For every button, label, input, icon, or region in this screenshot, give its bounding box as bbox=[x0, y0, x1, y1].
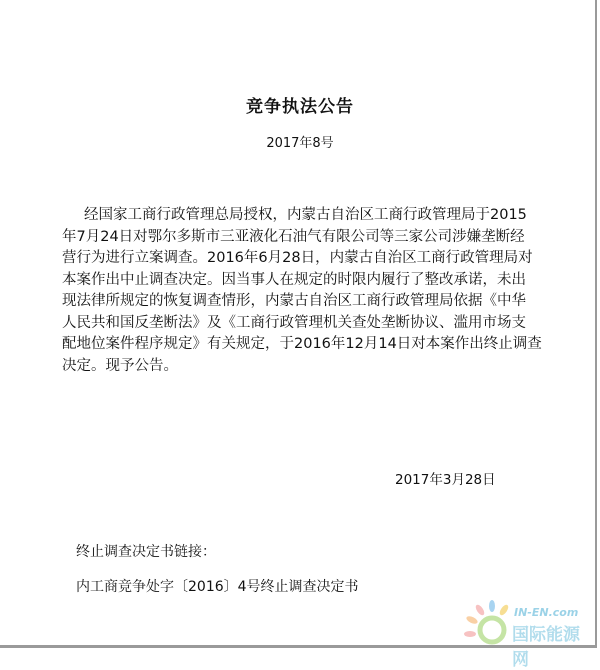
announcement-number: 2017年8号 bbox=[266, 136, 334, 151]
body-line: 经国家工商行政管理总局授权，内蒙古自治区工商行政管理局于2015 bbox=[84, 207, 527, 223]
announcement-date: 2017年3月28日 bbox=[395, 472, 496, 488]
decision-document-link[interactable]: 内工商竞争处字〔2016〕4号终止调查决定书 bbox=[76, 579, 359, 595]
sun-logo-icon bbox=[462, 598, 512, 646]
watermark-cn: 国际能源网 bbox=[512, 625, 580, 670]
watermark-en: IN-EN.com bbox=[514, 606, 579, 619]
link-label: 终止调查决定书链接： bbox=[76, 544, 216, 560]
body-line: 决定。现予公告。 bbox=[62, 357, 178, 374]
page-title: 竞争执法公告 bbox=[246, 97, 354, 117]
body-line: 营行为进行立案调查。2016年6月28日，内蒙古自治区工商行政管理局对 bbox=[62, 250, 533, 266]
body-line: 配地位案件程序规定》有关规定，于2016年12月14日对本案作出终止调查 bbox=[62, 336, 542, 352]
watermark-logo bbox=[462, 598, 592, 670]
announcement-body bbox=[62, 205, 542, 377]
body-line: 现法律所规定的恢复调查情形，内蒙古自治区工商行政管理局依据《中华 bbox=[62, 293, 526, 309]
body-line: 人民共和国反垄断法》及《工商行政管理机关查处垄断协议、滥用市场支 bbox=[62, 314, 526, 331]
body-line: 本案作出中止调查决定。因当事人在规定的时限内履行了整改承诺，未出 bbox=[62, 271, 526, 288]
body-line: 年7月24日对鄂尔多斯市三亚液化石油气有限公司等三家公司涉嫌垄断经 bbox=[62, 228, 525, 245]
